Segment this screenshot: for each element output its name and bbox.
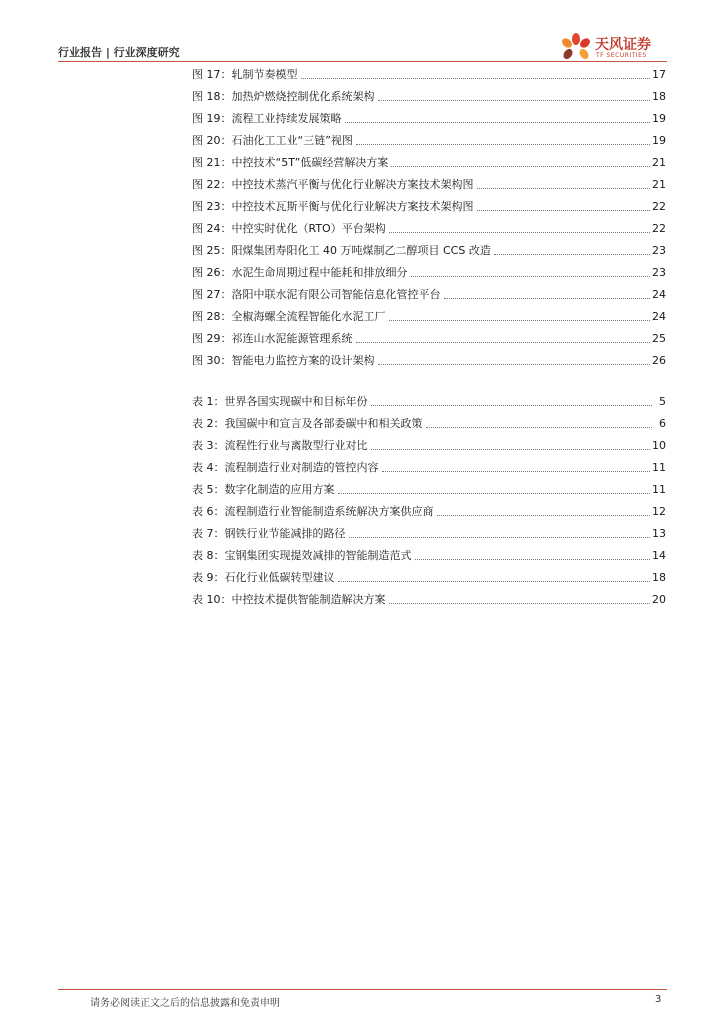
toc-entry-page: 19 (652, 112, 666, 125)
toc-entry-page: 24 (652, 288, 666, 301)
leader-dots (378, 99, 651, 101)
toc-entry-label: 图 30：智能电力监控方案的设计架构 (192, 354, 375, 367)
toc-entry-figure[interactable] (192, 132, 666, 148)
toc-entry-page: 18 (652, 571, 666, 584)
toc-entry-label: 表 2：我国碳中和宣言及各部委碳中和相关政策 (192, 417, 423, 430)
toc-entry-figure[interactable] (192, 242, 666, 258)
leader-dots (437, 514, 651, 516)
leader-dots (371, 404, 653, 406)
toc-entry-page: 22 (652, 222, 666, 235)
toc-entry-label: 图 27：洛阳中联水泥有限公司智能信息化管控平台 (192, 288, 441, 301)
toc-entry-label: 图 21：中控技术“5T”低碳经营解决方案 (192, 156, 389, 169)
toc-entry-page: 26 (652, 354, 666, 367)
toc-entry-figure[interactable] (192, 286, 666, 302)
toc-entry-table[interactable] (192, 503, 666, 519)
leader-dots (415, 558, 651, 560)
leader-dots (338, 492, 651, 494)
leader-dots (382, 470, 651, 472)
leader-dots (378, 363, 651, 365)
toc-entry-table[interactable] (192, 459, 666, 475)
leader-dots (389, 319, 651, 321)
toc-entry-label: 表 8：宝钢集团实现提效减排的智能制造范式 (192, 549, 412, 562)
leader-dots (426, 426, 653, 428)
toc-entry-figure[interactable] (192, 198, 666, 214)
toc-entry-page: 14 (652, 549, 666, 562)
toc-entry-label: 表 6：流程制造行业智能制造系统解决方案供应商 (192, 505, 434, 518)
toc-entry-label: 表 1：世界各国实现碳中和目标年份 (192, 395, 368, 408)
toc-entry-page: 17 (652, 68, 666, 81)
toc-entry-table[interactable] (192, 393, 666, 409)
toc-entry-page: 21 (652, 178, 666, 191)
leader-dots (477, 187, 651, 189)
toc-entry-figure[interactable] (192, 154, 666, 170)
toc-entry-label: 图 18：加热炉燃烧控制优化系统架构 (192, 90, 375, 103)
toc-entry-label: 表 4：流程制造行业对制造的管控内容 (192, 461, 379, 474)
flower-logo-icon (559, 32, 593, 62)
toc-entry-figure[interactable] (192, 352, 666, 368)
toc-entry-table[interactable] (192, 547, 666, 563)
leader-dots (477, 209, 651, 211)
toc-entry-page: 22 (652, 200, 666, 213)
toc-entry-figure[interactable] (192, 264, 666, 280)
toc-entry-table[interactable] (192, 481, 666, 497)
leader-dots (444, 297, 651, 299)
toc-entry-figure[interactable] (192, 176, 666, 192)
leader-dots (494, 253, 650, 255)
toc-entry-table[interactable] (192, 437, 666, 453)
header-divider (58, 61, 667, 62)
toc-entry-table[interactable] (192, 591, 666, 607)
leader-dots (349, 536, 651, 538)
toc-entry-page: 13 (652, 527, 666, 540)
logo-text-cn: 天风证券 (595, 37, 651, 53)
footer-page-number: 3 (655, 994, 662, 1005)
leader-dots (389, 231, 650, 233)
toc-entry-label: 图 26：水泥生命周期过程中能耗和排放细分 (192, 266, 408, 279)
leader-dots (371, 448, 651, 450)
toc-entry-label: 图 19：流程工业持续发展策略 (192, 112, 342, 125)
toc-entry-label: 图 20：石油化工工业“三链”视图 (192, 134, 353, 147)
toc-entry-page: 10 (652, 439, 666, 452)
toc-entry-label: 表 3：流程性行业与离散型行业对比 (192, 439, 368, 452)
toc-entry-label: 图 28：全椒海螺全流程智能化水泥工厂 (192, 310, 386, 323)
toc-entry-label: 表 9：石化行业低碳转型建议 (192, 571, 335, 584)
toc-entry-label: 图 29：祁连山水泥能源管理系统 (192, 332, 353, 345)
footer-disclaimer: 请务必阅读正文之后的信息披露和免责申明 (90, 998, 280, 1009)
toc-entry-figure[interactable] (192, 308, 666, 324)
toc-entry-figure[interactable] (192, 88, 666, 104)
toc-entry-figure[interactable] (192, 330, 666, 346)
toc-entry-figure[interactable] (192, 66, 666, 82)
leader-dots (356, 143, 650, 145)
toc-entry-page: 5 (659, 395, 666, 408)
toc-entry-page: 12 (652, 505, 666, 518)
toc-entry-label: 图 23：中控技术瓦斯平衡与优化行业解决方案技术架构图 (192, 200, 474, 213)
toc-entry-label: 表 10：中控技术提供智能制造解决方案 (192, 593, 386, 606)
footer-divider (58, 989, 667, 990)
leader-dots (338, 580, 651, 582)
leader-dots (411, 275, 651, 277)
page-header (58, 32, 667, 62)
toc-entry-label: 图 22：中控技术蒸汽平衡与优化行业解决方案技术架构图 (192, 178, 474, 191)
report-section-label: 行业报告 | 行业深度研究 (58, 46, 180, 59)
toc-entry-label: 图 24：中控实时优化（RTO）平台架构 (192, 222, 386, 235)
toc-entry-label: 图 25：阳煤集团寿阳化工 40 万吨煤制乙二醇项目 CCS 改造 (192, 244, 491, 257)
toc-entry-page: 11 (652, 483, 666, 496)
toc-entry-page: 23 (652, 266, 666, 279)
leader-dots (345, 121, 651, 123)
leader-dots (389, 602, 651, 604)
toc-entry-page: 21 (652, 156, 666, 169)
logo-text-en: TF SECURITIES (596, 52, 647, 59)
company-logo (559, 32, 667, 60)
toc-entry-page: 20 (652, 593, 666, 606)
toc-entry-page: 18 (652, 90, 666, 103)
toc-entry-page: 19 (652, 134, 666, 147)
toc-entry-figure[interactable] (192, 110, 666, 126)
leader-dots (356, 341, 651, 343)
toc-entry-page: 11 (652, 461, 666, 474)
toc-entry-table[interactable] (192, 525, 666, 541)
leader-dots (301, 77, 651, 79)
toc-entry-label: 图 17：轧制节奏模型 (192, 68, 298, 81)
toc-entry-page: 24 (652, 310, 666, 323)
toc-entry-page: 6 (659, 417, 666, 430)
toc-entry-table[interactable] (192, 569, 666, 585)
toc-entry-table[interactable] (192, 415, 666, 431)
leader-dots (391, 165, 650, 167)
toc-entry-label: 表 5：数字化制造的应用方案 (192, 483, 335, 496)
toc-entry-label: 表 7：钢铁行业节能减排的路径 (192, 527, 346, 540)
toc-entry-page: 25 (652, 332, 666, 345)
toc-entry-figure[interactable] (192, 220, 666, 236)
toc-entry-page: 23 (652, 244, 666, 257)
